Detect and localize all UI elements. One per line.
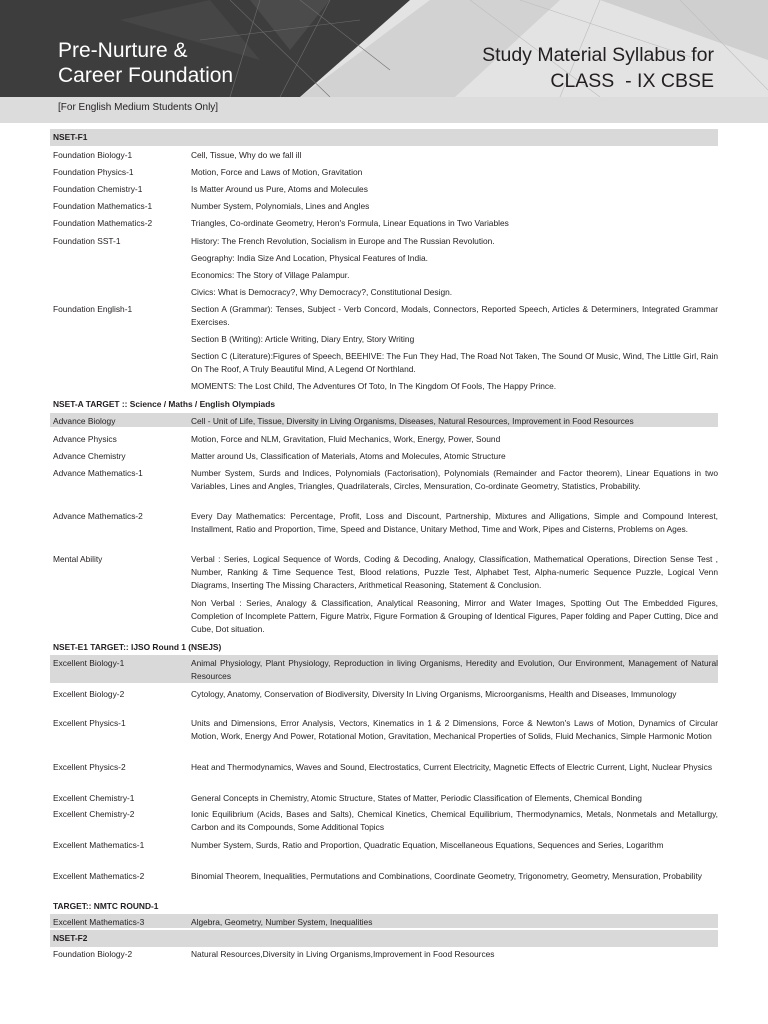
subtitle: [For English Medium Students Only] xyxy=(58,102,219,113)
subject-label: Foundation SST-1 xyxy=(53,236,121,246)
topic-text: Economics: The Story of Village Palampur. xyxy=(191,270,350,280)
subject-label: Foundation Chemistry-1 xyxy=(53,184,143,194)
topic-text: General Concepts in Chemistry, Atomic Structure, States of Matter, Periodic Classification of Elements, Chemical Bonding xyxy=(191,793,642,803)
brand-line-2: Career Foundation xyxy=(58,64,234,87)
subject-label: Advance Physics xyxy=(53,434,117,444)
subject-label: Foundation Biology-1 xyxy=(53,150,133,160)
topic-text: Algebra, Geometry, Number System, Inequalities xyxy=(191,917,373,927)
subject-label: Excellent Physics-2 xyxy=(53,762,126,772)
subject-label: Foundation Mathematics-1 xyxy=(53,201,153,211)
topic-text: Number System, Polynomials, Lines and Angles xyxy=(191,201,370,211)
topic-text: Geography: India Size And Location, Physical Features of India. xyxy=(191,253,428,263)
subject-label: Mental Ability xyxy=(53,554,103,564)
subject-label: Advance Mathematics-2 xyxy=(53,511,143,521)
subject-label: Excellent Physics-1 xyxy=(53,718,126,728)
topic-text: Motion, Force and NLM, Gravitation, Fluid Mechanics, Work, Energy, Power, Sound xyxy=(191,434,501,444)
subject-label: Advance Biology xyxy=(53,416,116,426)
subject-label: Excellent Chemistry-1 xyxy=(53,793,135,803)
topic-text: Number System, Surds, Ratio and Proportion, Quadratic Equation, Miscellaneous Equations, Sequences and Series, Logarithm xyxy=(191,840,664,850)
subject-label: Foundation Mathematics-2 xyxy=(53,218,153,228)
topic-text: Binomial Theorem, Inequalities, Permutations and Combinations, Coordinate Geometry, Trigonometry, Geometry, Mensuration, Probability xyxy=(191,871,702,881)
topic-text: Every Day Mathematics: Percentage, Profit, Loss and Discount, Partnership, Mixtures and Alligations, Simple and Compound Interest, Installment, Ratio and Proportion, Time, Speed and Distance, Unitary Method, Time and Work, Pipes and Cisterns, Problems on Ages. xyxy=(191,511,718,534)
section-heading: NSET-E1 TARGET:: IJSO Round 1 (NSEJS) xyxy=(53,642,222,652)
subject-label: Advance Mathematics-1 xyxy=(53,468,143,478)
topic-text: Verbal : Series, Logical Sequence of Words, Coding & Decoding, Analogy, Classification, Mathematical Operations, Direction Sense Test , Number, Ranking & Time Sequence Test, Blood relations, Puzzle Test, Alphabet Test, Alpha-numeric Sequence Puzzle, Logical Venn Diagrams, Inserting The Missing Characters, Arithmetical Reasoning, Statement & Conclusion. xyxy=(191,554,718,590)
subject-label: Foundation Physics-1 xyxy=(53,167,134,177)
topic-text: Ionic Equilibrium (Acids, Bases and Salts), Chemical Kinetics, Chemical Equilibrium, Thermodynamics, Metals, Nonmetals and Metallurgy, Carbon and its Compounds, Some Additional Topics xyxy=(191,809,718,832)
topic-text: Is Matter Around us Pure, Atoms and Molecules xyxy=(191,184,368,194)
subject-label: Foundation English-1 xyxy=(53,304,133,314)
title-line-2: CLASS - IX CBSE xyxy=(550,70,714,92)
topic-text: Section B (Writing): Article Writing, Diary Entry, Story Writing xyxy=(191,334,415,344)
section-heading: NSET-F1 xyxy=(50,129,718,146)
topic-text: Motion, Force and Laws of Motion, Gravitation xyxy=(191,167,363,177)
topic-text: Natural Resources,Diversity in Living Organisms,Improvement in Food Resources xyxy=(191,949,495,959)
brand-line-1: Pre-Nurture & xyxy=(58,39,188,62)
topic-text: Cell, Tissue, Why do we fall ill xyxy=(191,150,302,160)
section-heading: NSET-A TARGET :: Science / Maths / English Olympiads xyxy=(53,399,275,409)
topic-text: Units and Dimensions, Error Analysis, Vectors, Kinematics in 1 & 2 Dimensions, Force & Newton's Laws of Motion, Dynamics of Circular Motion, Work, Energy And Power, Rotational Motion, Gravitation, Mechanical Properties of Solids, Fluid Mechanics, Simple Harmonic Motion xyxy=(191,718,718,741)
subject-label: Foundation Biology-2 xyxy=(53,949,133,959)
title-line-1: Study Material Syllabus for xyxy=(482,44,714,66)
topic-text: Animal Physiology, Plant Physiology, Reproduction in living Organisms, Heredity and Evolution, Our Environment, Management of Natural Resources xyxy=(191,658,718,681)
topic-text: History: The French Revolution, Socialism in Europe and The Russian Revolution. xyxy=(191,236,495,246)
subject-label: Excellent Mathematics-2 xyxy=(53,871,145,881)
topic-text: Triangles, Co-ordinate Geometry, Heron's Formula, Linear Equations in Two Variables xyxy=(191,218,509,228)
topic-text: Number System, Surds and Indices, Polynomials (Factorisation), Polynomials (Remainder and Factor theorem), Linear Equations in two Variables, Lines and Angles, Triangles, Quadrilaterals, Circles, Mensuration, Co-ordinate Geometry, Statistics, Probability. xyxy=(191,468,718,491)
subject-label: Excellent Chemistry-2 xyxy=(53,809,135,819)
topic-text: Non Verbal : Series, Analogy & Classification, Analytical Reasoning, Mirror and Water Images, Spotting Out The Embedded Figures, Completion of Incomplete Pattern, Figure Matrix, Figure Formation & Grouping of Identical Figures, Paper folding and Paper Cutting, Dice and Cube, Dot situation. xyxy=(191,598,718,634)
topic-text: Cytology, Anatomy, Conservation of Biodiversity, Diversity In Living Organisms, Microorganisms, Health and Diseases, Immunology xyxy=(191,689,677,699)
topic-text: Section C (Literature):Figures of Speech, BEEHIVE: The Fun They Had, The Road Not Taken, The Sound Of Music, Wind, The Little Girl, Rain On The Roof, A Truly Beautiful Mind, A Legend Of Northland. xyxy=(191,351,718,374)
subject-label: Excellent Biology-1 xyxy=(53,658,125,668)
topic-text: Heat and Thermodynamics, Waves and Sound, Electrostatics, Current Electricity, Magnetic Effects of Electric Current, Light, Nuclear Physics xyxy=(191,762,713,772)
topic-text: Matter around Us, Classification of Materials, Atoms and Molecules, Atomic Structure xyxy=(191,451,506,461)
subject-label: Excellent Biology-2 xyxy=(53,689,125,699)
topic-text: Cell - Unit of Life, Tissue, Diversity in Living Organisms, Diseases, Natural Resources, Improvement in Food Resources xyxy=(191,416,634,426)
topic-text: Section A (Grammar): Tenses, Subject - Verb Concord, Modals, Connectors, Reported Speech, Articles & Determiners, Integrated Grammar Exercises. xyxy=(191,304,718,327)
subject-label: Excellent Mathematics-1 xyxy=(53,840,145,850)
subject-label: Excellent Mathematics-3 xyxy=(53,917,145,927)
section-heading: TARGET:: NMTC ROUND-1 xyxy=(53,901,159,911)
topic-text: MOMENTS: The Lost Child, The Adventures Of Toto, In The Kingdom Of Fools, The Happy Prince. xyxy=(191,381,557,391)
topic-text: Civics: What is Democracy?, Why Democracy?, Constitutional Design. xyxy=(191,287,453,297)
section-heading: NSET-F2 xyxy=(50,930,718,947)
subject-label: Advance Chemistry xyxy=(53,451,126,461)
